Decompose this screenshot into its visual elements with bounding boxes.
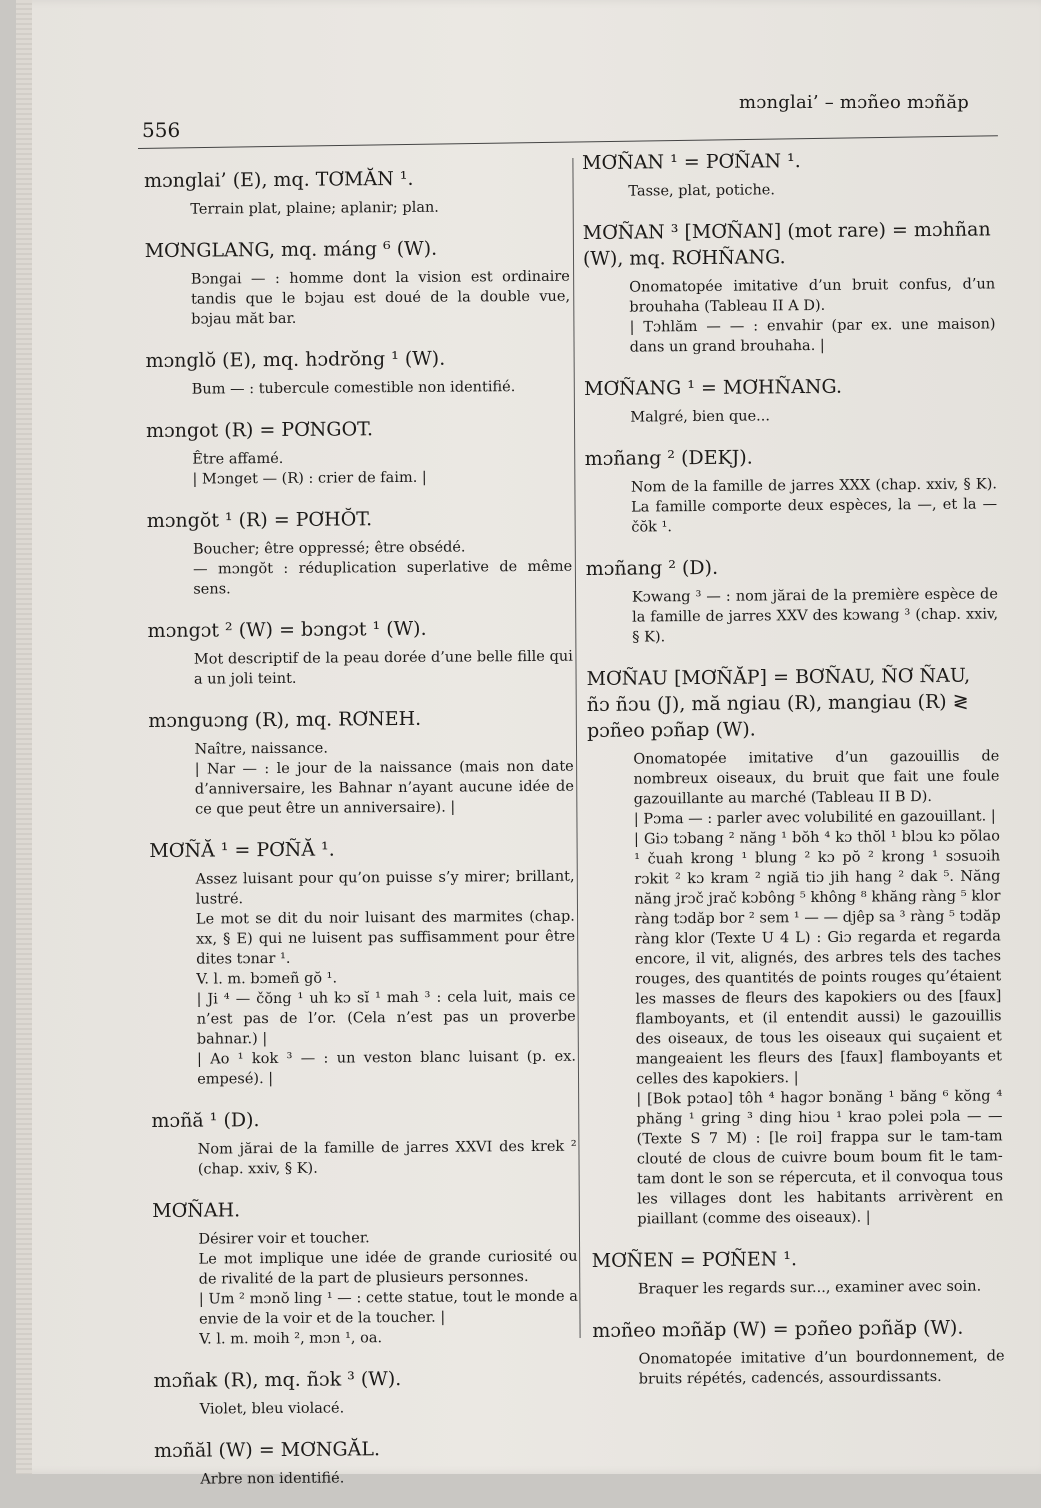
definition-line: Tasse, plat, potiche. [628,182,776,200]
entry-definition [586,584,999,648]
definition-line: Désirer voir et toucher. [198,1230,370,1248]
dictionary-entry [152,1195,578,1350]
definition-line: | Tɔhlăm — — : envahir (par ex. une maison) dans un grand brouhaha. | [629,316,996,356]
definition-line: Le mot implique une idée de grande curiosité ou de rivalité de la part de plusieurs personnes. [198,1248,578,1288]
entry-definition [152,1137,577,1180]
definition-line: | Mɔnget — (R) : crier de faim. | [192,469,427,488]
definition-line: Kɔwang ³ — : nom jărai de la première espèce de la famille de jarres XXV des kɔwang ³ (chap. xxiv, § K). [631,586,999,646]
definition-line: | Um ² mɔnŏ ling ¹ — : cette statue, tout le monde a envie de la voir et de la toucher. | [198,1288,578,1328]
entry-definition [154,1397,579,1420]
dictionary-entry [153,1365,578,1420]
definition-line: | Giɔ tɔbang ² năng ¹ bŏh ⁴ kɔ thŏl ¹ blɔu kɔ pŏlao ¹ čuah krong ¹ blung ² kɔ pŏ ² krong ¹ sɔsuɔih rɔkit ² kɔ kram ² ngiă tiɔ jih hang ² dak ⁵. Năng năng jrɔč jrač kɔbông ⁵ không ⁸ khăng ràng ⁵ klor ràng tɔdăp bor ² sem ¹ — — djêp sa ³ ràng ⁵ tɔdăp ràng klor (Texte U 4 L) : Giɔ regarda et regarda encore, il vit, alignés, des arbres tels des taches rouges, des quantités de points rouges qu’étaient les masses de fleurs des kapokiers ou des [faux] flamboyants, et (il entendit aussi) le gazouillis des oiseaux, de tous les oiseaux qui suçaient et mangeaient les fleurs des [faux] flamboyants et celles des kapokiers. | [633,828,1002,1088]
entry-headword: mɔñăl (W) = MƠNGĂL. [153,1438,381,1462]
dictionary-entry [592,1314,1005,1390]
entry-definition [583,274,996,358]
dictionary-entry [154,1435,579,1490]
definition-line: Bum — : tubercule comestible non identifié. [191,379,516,398]
entry-definition [582,178,994,202]
entry-definition [145,267,570,330]
dictionary-entry [586,552,999,648]
entry-headword: mɔñang ² (DEKJ). [584,446,753,470]
entry-headword: mɔnglai’ (E), mq. TƠMĂN ¹. [144,167,414,192]
dictionary-entry [144,165,569,220]
entry-definition [584,404,996,428]
dictionary-entry [146,415,572,490]
entry-definition [592,1276,1004,1300]
dictionary-page [16,0,1041,1488]
entry-headword: mɔñang ² (D). [585,556,719,580]
dictionary-entry [148,705,574,820]
definition-line: Le mot se dit du noir luisant des marmites (chap. xx, § E) qui ne luisent pas suffisamment pour être dites tɔnar ¹. [195,908,576,968]
definition-line: Nom de la famille de jarres XXX (chap. xxiv, § K). La famille comporte deux espèces, la —, et la — čŏk ¹. [630,476,998,536]
entry-definition [146,447,571,490]
entry-headword: MƠNGLANG, mq. máng ⁶ (W). [144,237,438,262]
left-column [144,165,580,1508]
entry-headword: MƠÑĂ ¹ = PƠÑĂ ¹. [149,838,335,862]
dictionary-entry [587,662,1004,1230]
entry-headword: mɔñă ¹ (D). [151,1109,260,1132]
definition-line: Boucher; être oppressé; être obsédé. [192,539,466,558]
entry-headword: mɔnguɔng (R), mq. RƠNEH. [148,707,422,732]
dictionary-entry [585,442,998,538]
entry-headword: mɔnglŏ (E), mq. hɔdrŏng ¹ (W). [145,347,446,372]
entry-definition [592,1346,1004,1390]
entry-headword: MƠÑAU [MƠÑĂP] = BƠÑAU, ÑƠ ÑAU, ñɔ ñɔu (J), mă ngiau (R), mangiau (R) ≷ pɔñeo pɔñap (W). [586,664,971,742]
dictionary-entry [151,1105,577,1180]
definition-line: | Ao ¹ kok ³ — : un veston blanc luisant (p. ex. empesé). | [196,1048,577,1088]
entry-headword: MƠÑAN ³ [MƠÑAN] (mot rare) = mɔhñan (W), mq. RƠHÑANG. [582,218,991,270]
definition-line: V. l. m. moih ², mɔn ¹, oa. [199,1330,383,1348]
running-head: mɔnglai’ – mɔñeo mɔñăp [738,92,969,113]
entry-headword: mɔngot (R) = PƠNGOT. [145,418,374,442]
definition-line: Violet, bleu violacé. [199,1400,345,1418]
definition-line: Terrain plat, plaine; aplanir; plan. [190,199,439,218]
dictionary-entry [582,146,994,202]
definition-line: — mɔngŏt : réduplication superlative de même sens. [193,558,573,598]
entry-definition [150,867,577,1090]
entry-headword: mɔngŏt ¹ (R) = PƠHŎT. [146,508,373,532]
dictionary-entry [583,216,996,358]
entry-definition [154,1467,579,1490]
definition-line: Onomatopée imitative d’un gazouillis de nombreux oiseaux, du bruit que fait une foule gazouillante au marché (Tableau II B D). [633,748,1000,808]
entry-definition [148,647,573,690]
dictionary-entry [148,615,574,690]
page-number: 556 [142,118,181,142]
definition-line: Bɔngai — : homme dont la vision est ordinaire tandis que le bɔjau est doué de la double vue, bɔjau măt bar. [190,268,571,328]
definition-line: Naître, naissance. [194,740,328,758]
entry-headword: mɔñeo mɔñăp (W) = pɔñeo pɔñăp (W). [592,1316,964,1342]
definition-line: Mot descriptif de la peau dorée d’une belle fille qui a un joli teint. [193,648,573,688]
definition-line: Onomatopée imitative d’un bruit confus, d’un brouhaha (Tableau II A D). [629,276,996,316]
entry-definition [587,746,1003,1230]
entry-definition [152,1227,578,1350]
entry-headword: MƠÑEN = PƠÑEN ¹. [591,1248,798,1272]
definition-line: Nom jărai de la famille de jarres XXVI des krek ² (chap. xxiv, § K). [197,1138,577,1178]
definition-line: Être affamé. [192,450,284,468]
right-column [582,146,1005,1408]
entry-headword: MƠÑANG ¹ = MƠHÑANG. [583,375,843,400]
dictionary-entry [149,835,576,1090]
definition-line: Assez luisant pour qu’on puisse s’y mirer; brillant, lustré. [195,868,575,908]
entry-definition [585,474,998,538]
entry-definition [146,377,571,400]
definition-line: | Pɔma — : parler avec volubilité en gazouillant. | [633,808,996,828]
entry-definition [144,197,569,220]
definition-line: Malgré, bien que... [630,408,771,426]
definition-line: Onomatopée imitative d’un bourdonnement, de bruits répétés, cadencés, assourdissants. [638,1348,1005,1388]
dictionary-entry [145,345,570,400]
dictionary-entry [145,235,571,330]
definition-line: V. l. m. bɔmeñ gŏ ¹. [196,970,338,988]
entry-definition [147,537,572,600]
entry-headword: MƠÑAN ¹ = PƠÑAN ¹. [582,150,801,174]
definition-line: | [Bok pɔtao] tôh ⁴ hagɔr bɔnăng ¹ băng ⁶ kŏng ⁴ phăng ¹ gring ³ ding hiɔu ¹ krao pɔlei pɔla — — (Texte S 7 M) : [le roi] frappa sur le tam-tam clouté de clous de cuivre boum boum fit le tam-tam dont le son se répercuta, et il convoqua tous les villages dont les habitants arrivèrent en piaillant (comme des oiseaux). | [636,1088,1004,1228]
dictionary-entry [147,505,573,600]
definition-line: Braquer les regards sur..., examiner avec soin. [637,1278,982,1298]
dictionary-entry [592,1244,1004,1300]
page-edge [16,0,32,1474]
definition-line: | Nar — : le jour de la naissance (mais non date d’anniversaire, les Bahnar n’ayant aucune idée de ce que peut être un anniversaire). | [194,758,574,818]
entry-headword: mɔñak (R), mq. ñɔk ³ (W). [153,1368,402,1392]
entry-headword: MƠÑAH. [152,1199,241,1222]
entry-definition [148,737,574,820]
definition-line: | Ji ⁴ — čŏng ¹ uh kɔ sĭ ¹ mah ³ : cela luit, mais ce n’est pas de l’or. (Cela n’est pas un proverbe bahnar.) | [196,988,576,1048]
definition-line: Arbre non identifié. [200,1470,345,1488]
dictionary-entry [584,372,996,428]
entry-headword: mɔngɔt ² (W) = bɔngɔt ¹ (W). [147,617,427,642]
